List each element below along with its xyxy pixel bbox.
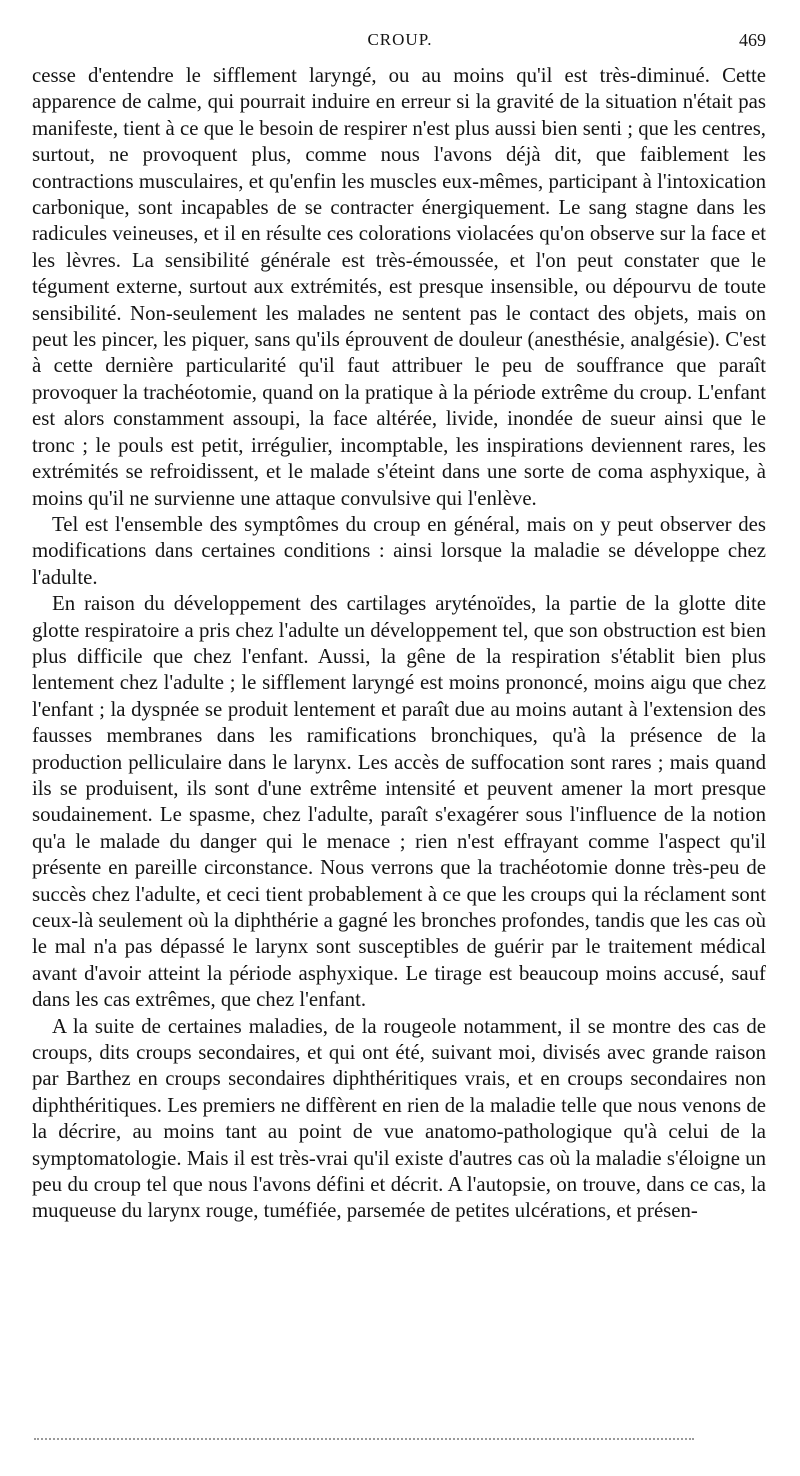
paragraph-secondary-croup: A la suite de certaines maladies, de la rougeole notamment, il se montre des cas de croups, dits croups secondaires, et qui ont été, suivant moi, divisés avec grande raison par Barthez en croups secondaires diphthéritiques vrais, et en croups secondaires non diphthéritiques. Les premiers ne diffèrent en rien de la maladie telle que nous venons de la décrire, au moins tant au point de vue anatomo-pathologique qu'à celui de la symptomatologie. Mais il est très-vrai qu'il existe d'autres cas où la maladie s'éloigne un peu du croup tel que nous l'avons défini et décrit. A l'autopsie, on trouve, dans ce cas, la muqueuse du larynx rouge, tuméfiée, parsemée de petites ulcérations, et présen- [32, 1014, 766, 1223]
running-title: CROUP. [367, 30, 433, 49]
page-number: 469 [739, 30, 766, 50]
paragraph-adult-croup: En raison du développement des cartilages aryténoïdes, la partie de la glotte dite glotte respiratoire a pris chez l'adulte un développement tel, que son obstruction est bien plus difficile que chez l'enfant. Aussi, la gêne de la respiration s'établit bien plus lentement chez l'adulte ; le sifflement laryngé est moins prononcé, moins aigu que chez l'enfant ; la dyspnée se produit lentement et paraît due au moins autant à l'extension des fausses membranes dans les ramifications bronchiques, qu'à la présence de la production pelliculaire dans le larynx. Les accès de suffocation sont rares ; mais quand ils se produisent, ils sont d'une extrême intensité et peuvent amener la mort presque soudainement. Le spasme, chez l'adulte, paraît s'exagérer sous l'influence de la notion qu'a le malade du danger qui le menace ; rien n'est effrayant comme l'aspect qu'il présente en pareille circonstance. Nous verrons que la trachéotomie donne très-peu de succès chez l'adulte, et ceci tient probablement à ce que les croups qui la réclament sont ceux-là seulement où la diphthérie a gagné les bronches profondes, tandis que les cas où le mal n'a pas dépassé le larynx sont susceptibles de guérir par le traitement médical avant d'avoir atteint la période asphyxique. Le tirage est beaucoup moins accusé, sauf dans les cas extrêmes, que chez l'enfant. [32, 592, 767, 1012]
page-header [32, 30, 768, 56]
paragraph-adult-intro: Tel est l'ensemble des symptômes du croup en général, mais on y peut observer des modifications dans certaines conditions : ainsi lorsque la maladie se développe chez l'adulte. [32, 512, 766, 589]
body-text [32, 63, 766, 1225]
bottom-dotted-rule [34, 1438, 694, 1440]
paragraph-continuation: cesse d'entendre le sifflement laryngé, ou au moins qu'il est très-diminué. Cette apparence de calme, qui pourrait induire en erreur si la gravité de la situation n'était pas manifeste, tient à ce que le besoin de respirer n'est plus aussi bien senti ; que les centres, surtout, ne provoquent plus, comme nous l'avons déjà dit, que faiblement les contractions musculaires, et qu'enfin les muscles eux-mêmes, participant à l'intoxication carbonique, sont incapables de se contracter énergiquement. Le sang stagne dans les radicules veineuses, et il en résulte ces colorations violacées qu'on observe sur la face et les lèvres. La sensibilité générale est très-émoussée, et l'on peut constater que le tégument externe, surtout aux extrémités, est presque insensible, ou dépourvu de toute sensibilité. Non-seulement les malades ne sentent pas le contact des objets, mais on peut les pincer, les piquer, sans qu'ils éprouvent de douleur (anesthésie, analgésie). C'est à cette dernière particularité qu'il faut attribuer le peu de souffrance que paraît provoquer la trachéotomie, quand on la pratique à la période extrême du croup. L'enfant est alors constamment assoupi, la face altérée, livide, inondée de sueur ainsi que le tronc ; le pouls est petit, irrégulier, incomptable, les inspirations deviennent rares, les extrémités se refroidissent, et le malade s'éteint dans une sorte de coma asphyxique, à moins qu'il ne survienne une attaque convulsive qui l'enlève. [32, 64, 766, 510]
